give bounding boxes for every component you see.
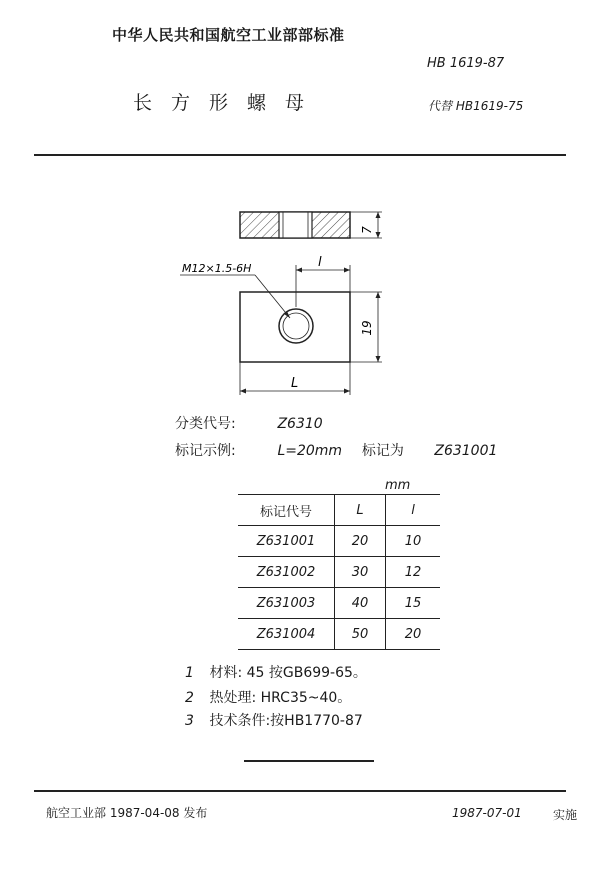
table-row [238,557,440,588]
cell-code: Z631002 [238,557,335,588]
marking-example-row [175,440,497,460]
table-row [238,619,440,650]
cell-l: 12 [386,557,441,588]
note-text: 技术条件:按HB1770-87 [209,713,363,729]
table-row [238,588,440,619]
specification-table [238,494,440,650]
classification-row [175,413,323,433]
footer-rule [34,790,566,792]
end-rule [244,760,374,762]
footer-effective-date: 1987-07-01 [452,806,522,820]
note-number: 1 [185,665,194,681]
cell-l: 15 [386,588,441,619]
header-mark-code: 标记代号 [238,495,335,526]
cell-L: 50 [335,619,386,650]
example-mark-label: 标记为 [361,443,404,459]
header-l: l [386,495,441,526]
table-unit: mm [385,478,411,493]
cell-l: 10 [386,526,441,557]
large-L-dimension: L [291,376,299,391]
plan-view [180,265,382,395]
class-label: 分类代号: [175,416,236,432]
header-L: L [335,495,386,526]
small-l-dimension: l [318,255,322,270]
height-dimension: 19 [360,320,374,336]
footer-issuer: 航空工业部 1987-04-08 发布 [46,806,208,820]
document-title: 长方形螺母 [133,92,324,114]
example-mark-value: Z631001 [434,443,498,459]
cell-L: 30 [335,557,386,588]
cell-l: 20 [386,619,441,650]
cell-code: Z631004 [238,619,335,650]
thickness-dimension: 7 [360,226,374,234]
note-number: 3 [185,713,194,729]
note-number: 2 [185,690,194,706]
replaces-standard: 代替 HB1619-75 [428,99,524,113]
header-rule [34,154,566,156]
class-value: Z6310 [277,416,323,432]
cell-code: Z631001 [238,526,335,557]
cell-L: 40 [335,588,386,619]
standard-code: HB 1619-87 [427,56,505,71]
footer-implement: 实施 [553,808,578,822]
note-text: 热处理: HRC35~40。 [209,690,352,706]
standard-organization: 中华人民共和国航空工业部部标准 [112,26,345,44]
table-row [238,526,440,557]
table-header-row [238,495,440,526]
example-label: 标记示例: [175,443,236,459]
note-item [185,710,363,730]
cell-L: 20 [335,526,386,557]
note-item [185,687,351,707]
thread-label: M12×1.5-6H [182,262,252,275]
cell-code: Z631003 [238,588,335,619]
nut-technical-drawing [160,195,420,405]
note-item [185,662,367,682]
note-text: 材料: 45 按GB699-65。 [209,665,367,681]
example-value: L=20mm [277,443,343,459]
